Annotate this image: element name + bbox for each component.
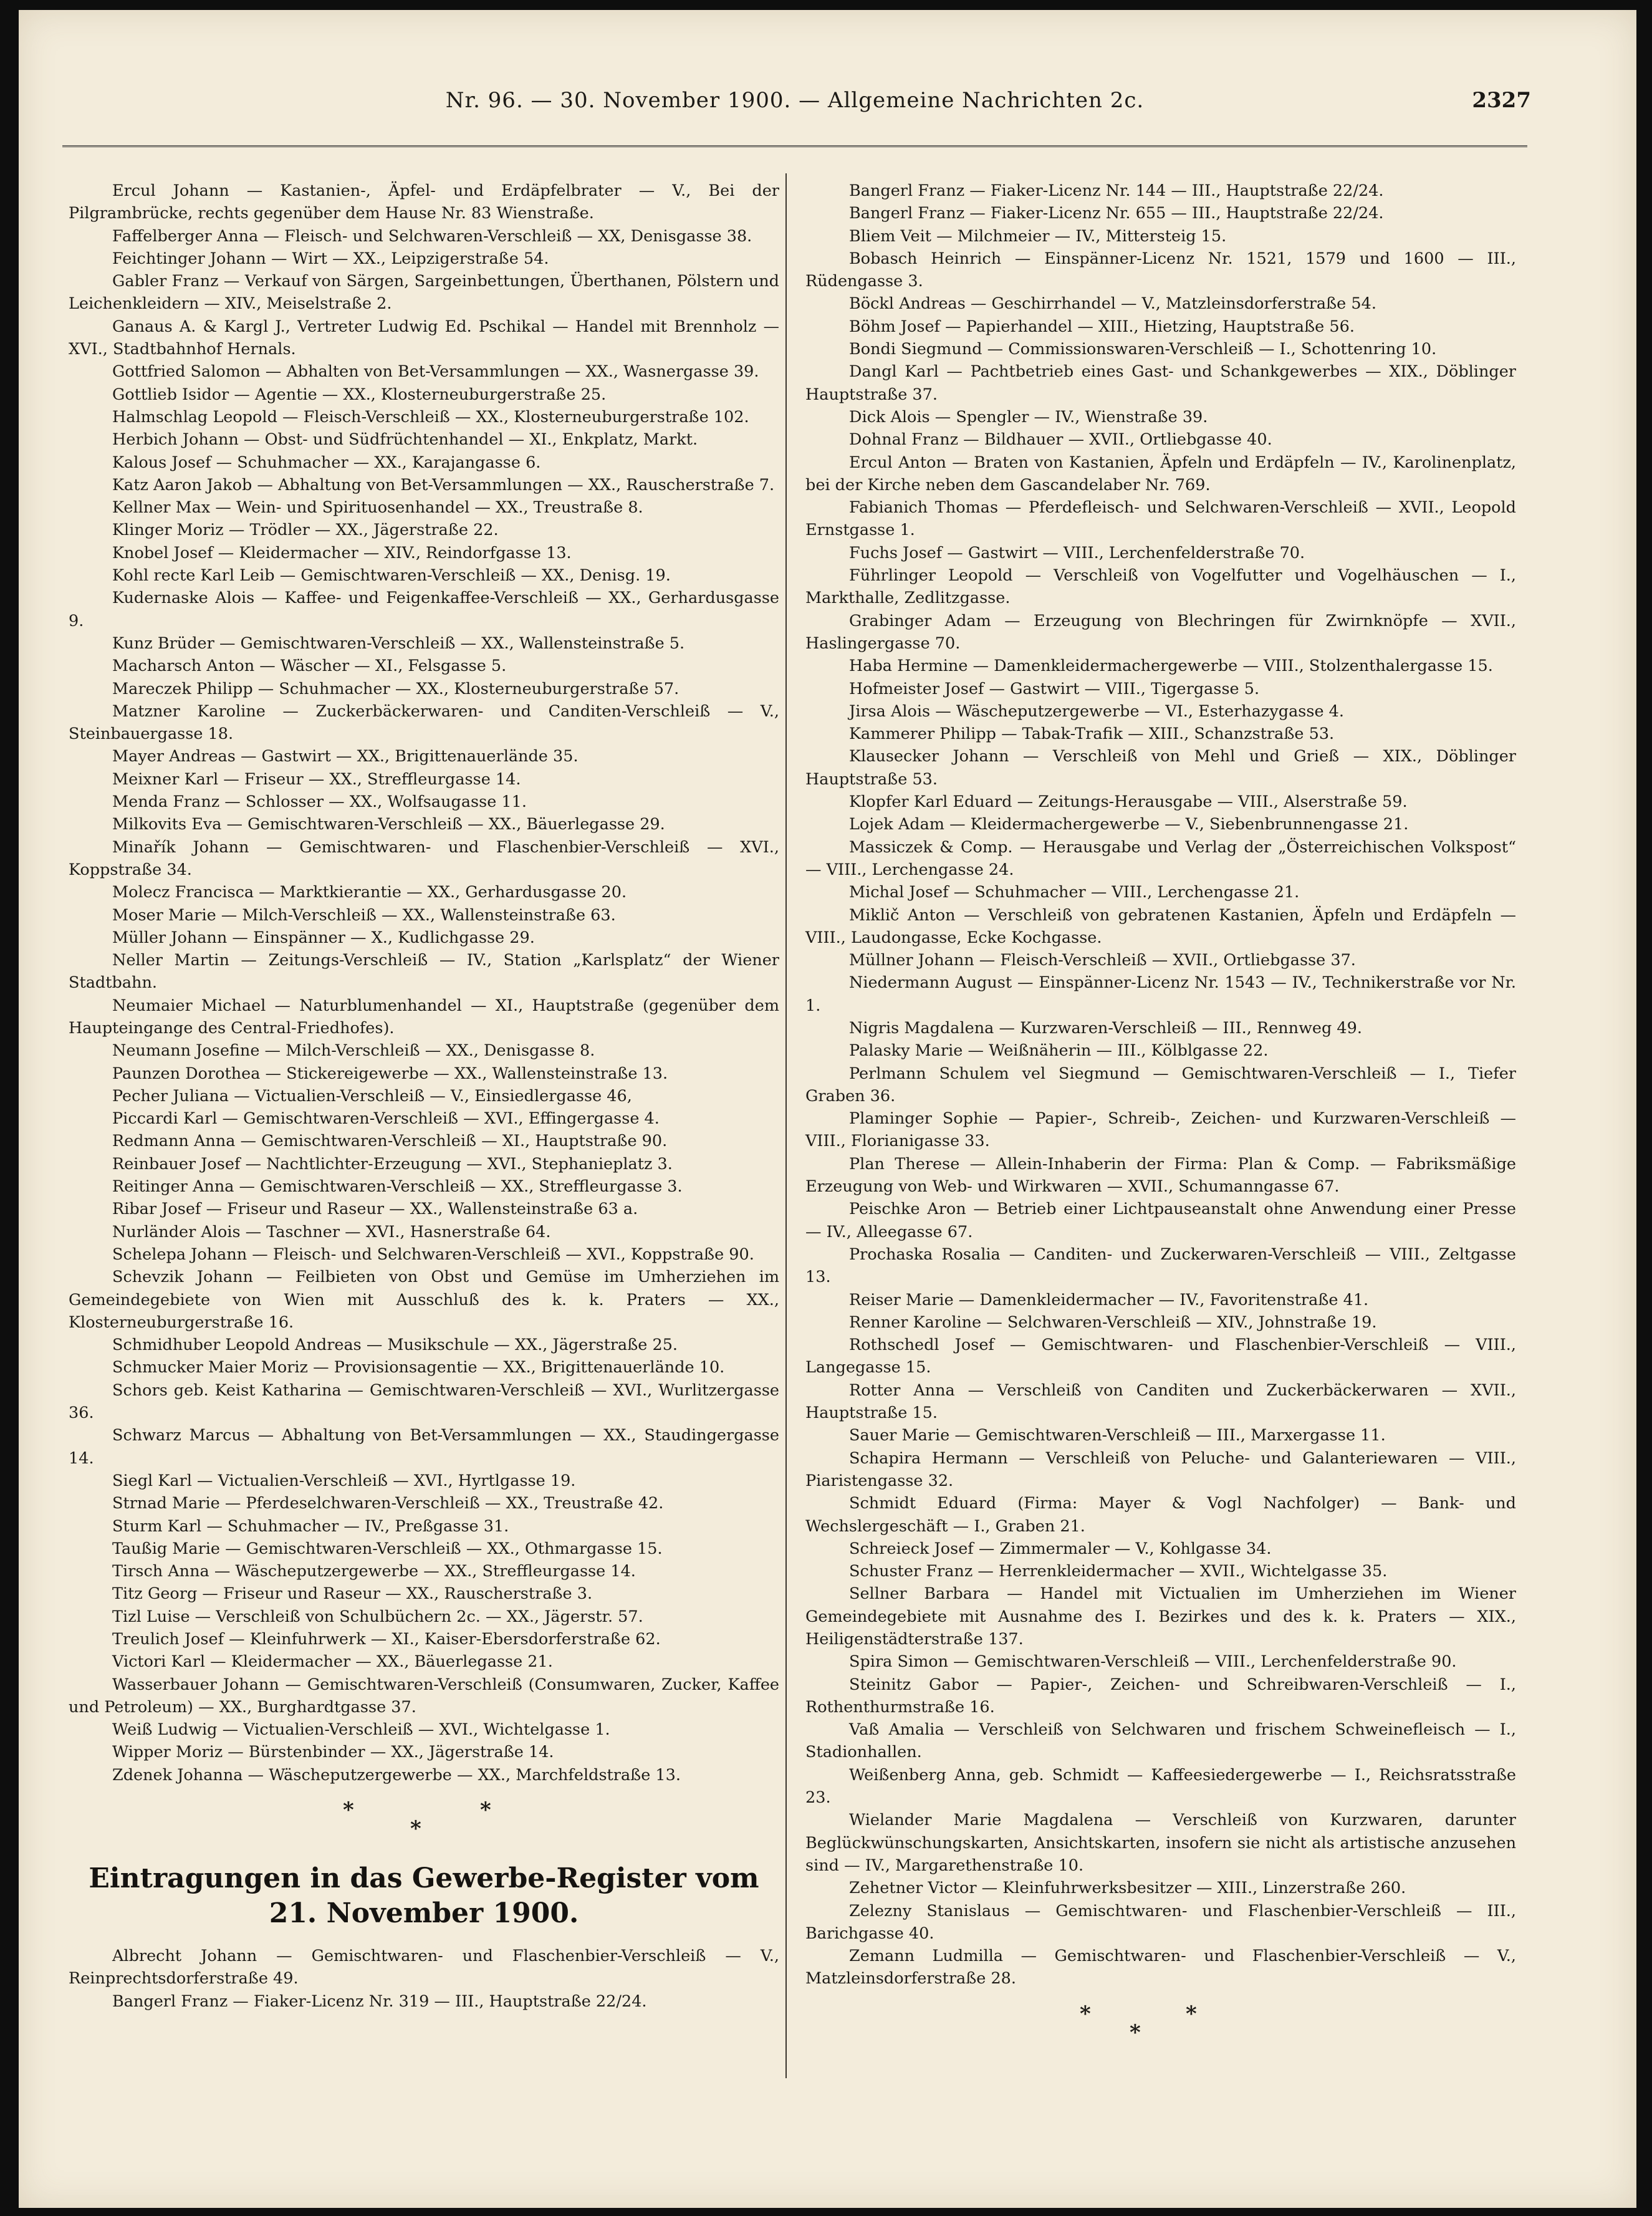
register-entry: Ribar Josef — Friseur und Raseur — XX., Wallensteinstraße 63 a. (112, 1200, 638, 1219)
section-stars (69, 1786, 779, 1855)
register-entry: Spira Simon — Gemischtwaren-Verschleiß — VIII., Lerchenfelderstraße 90. (849, 1652, 1457, 1672)
register-entry: Sturm Karl — Schuhmacher — IV., Preßgasse 31. (112, 1516, 509, 1536)
register-entry: Rotter Anna — Verschleiß von Canditen und Zuckerbäckerwaren — XVII., Hauptstraße 15. (805, 1380, 1516, 1423)
register-entry: Schuster Franz — Herrenkleidermacher — XVII., Wichtelgasse 35. (849, 1562, 1388, 1581)
register-entry: Gottfried Salomon — Abhalten von Bet-Versammlungen — XX., Wasnergasse 39. (112, 362, 759, 382)
register-entry: Ercul Johann — Kastanien-, Äpfel- und Erdäpfelbrater — V., Bei der Pilgrambrücke, rechts gegenüber dem Hause Nr. 83 Wienstraße. (69, 181, 779, 223)
column-divider (785, 173, 787, 2078)
register-entry: Zelezny Stanislaus — Gemischtwaren- und Flaschenbier-Verschleiß — III., Barichgasse 40. (805, 1901, 1516, 1943)
register-entry: Piccardi Karl — Gemischtwaren-Verschleiß — XVI., Effingergasse 4. (112, 1109, 660, 1129)
left-entry-list (69, 180, 779, 1786)
register-entry: Faffelberger Anna — Fleisch- und Selchwaren-Verschleiß — XX, Denisgasse 38. (112, 226, 752, 246)
register-entry: Schreieck Josef — Zimmermaler — V., Kohlgasse 34. (849, 1539, 1272, 1558)
register-entry: Kammerer Philipp — Tabak-Trafik — XIII., Schanzstraße 53. (849, 725, 1335, 744)
register-entry: Herbich Johann — Obst- und Südfrüchtenhandel — XI., Enkplatz, Markt. (112, 430, 698, 450)
register-entry: Treulich Josef — Kleinfuhrwerk — XI., Kaiser-Ebersdorferstraße 62. (112, 1630, 661, 1649)
register-entry: Klopfer Karl Eduard — Zeitungs-Herausgabe — VIII., Alserstraße 59. (849, 792, 1408, 812)
register-entry: Kunz Brüder — Gemischtwaren-Verschleiß — XX., Wallensteinstraße 5. (112, 633, 685, 653)
register-entry: Jirsa Alois — Wäscheputzergewerbe — VI., Esterhazygasse 4. (849, 701, 1344, 721)
register-entry: Dick Alois — Spengler — IV., Wienstraße 39. (849, 407, 1208, 426)
register-entry: Ercul Anton — Braten von Kastanien, Äpfeln und Erdäpfeln — IV., Karolinenplatz, bei der Kirche neben dem Gascandelaber Nr. 769. (805, 453, 1516, 494)
register-entry: Siegl Karl — Victualien-Verschleiß — XVI., Hyrtlgasse 19. (112, 1471, 576, 1490)
register-entry: Reitinger Anna — Gemischtwaren-Verschleiß — XX., Streffleurgasse 3. (112, 1177, 683, 1197)
register-entry: Müllner Johann — Fleisch-Verschleiß — XVII., Ortliebgasse 37. (849, 951, 1356, 970)
register-entry: Mayer Andreas — Gastwirt — XX., Brigittenauerlände 35. (112, 747, 579, 766)
register-entry: Ganaus A. & Kargl J., Vertreter Ludwig Ed. Pschikal — Handel mit Brennholz — XVI., Stadtbahnhof Hernals. (69, 317, 779, 359)
star-mark: * (480, 1798, 491, 1823)
right-column (805, 180, 1516, 2059)
star-mark: * (343, 1798, 354, 1823)
register-entry: Sauer Marie — Gemischtwaren-Verschleiß — III., Marxergasse 11. (849, 1426, 1386, 1445)
star-mark: * (1080, 2001, 1091, 2026)
register-entry: Weißenberg Anna, geb. Schmidt — Kaffeesiedergewerbe — I., Reichsratsstraße 23. (805, 1765, 1516, 1808)
register-entry: Schmidt Eduard (Firma: Mayer & Vogl Nachfolger) — Bank- und Wechslergeschäft — I., Graben 21. (805, 1494, 1516, 1536)
register-entry: Paunzen Dorothea — Stickereigewerbe — XX., Wallensteinstraße 13. (112, 1064, 668, 1083)
register-entry: Grabinger Adam — Erzeugung von Blechringen für Zwirnknöpfe — XVII., Haslingergasse 70. (805, 611, 1516, 653)
register-entry: Bangerl Franz — Fiaker-Licenz Nr. 319 — III., Hauptstraße 22/24. (112, 1992, 647, 2011)
register-entry: Schapira Hermann — Verschleiß von Peluche- und Galanteriewaren — VIII., Piaristengasse 32. (805, 1448, 1516, 1490)
register-entry: Bobasch Heinrich — Einspänner-Licenz Nr. 1521, 1579 und 1600 — III., Rüdengasse 3. (805, 249, 1516, 291)
register-entry: Schwarz Marcus — Abhaltung von Bet-Versammlungen — XX., Staudingergasse 14. (69, 1426, 779, 1468)
register-entry: Renner Karoline — Selchwaren-Verschleiß — XIV., Johnstraße 19. (849, 1313, 1377, 1332)
register-entry: Dohnal Franz — Bildhauer — XVII., Ortliebgasse 40. (849, 430, 1272, 450)
register-entry: Knobel Josef — Kleidermacher — XIV., Reindorfgasse 13. (112, 543, 572, 562)
register-entry: Böhm Josef — Papierhandel — XIII., Hietzing, Hauptstraße 56. (849, 317, 1355, 336)
register-entry: Reinbauer Josef — Nachtlichter-Erzeugung — XVI., Stephanieplatz 3. (112, 1154, 673, 1173)
register-entry: Zemann Ludmilla — Gemischtwaren- und Flaschenbier-Verschleiß — V., Matzleinsdorferstraße 28. (805, 1947, 1516, 1988)
register-entry: Matzner Karoline — Zuckerbäckerwaren- und Canditen-Verschleiß — V., Steinbauergasse 18. (69, 701, 779, 744)
register-entry: Niedermann August — Einspänner-Licenz Nr. 1543 — IV., Technikerstraße vor Nr. 1. (805, 973, 1516, 1015)
register-entry: Bliem Veit — Milchmeier — IV., Mittersteig 15. (849, 226, 1227, 246)
register-entry: Lojek Adam — Kleidermachergewerbe — V., Siebenbrunnengasse 21. (849, 815, 1409, 834)
left-entry-list-after (69, 1945, 779, 2013)
register-entry: Reiser Marie — Damenkleidermacher — IV., Favoritenstraße 41. (849, 1290, 1369, 1309)
right-stars (805, 1990, 1516, 2059)
newspaper-page (19, 10, 1636, 2208)
register-entry: Bangerl Franz — Fiaker-Licenz Nr. 655 — III., Hauptstraße 22/24. (849, 204, 1384, 223)
register-entry: Zdenek Johanna — Wäscheputzergewerbe — XX., Marchfeldstraße 13. (112, 1765, 681, 1785)
register-entry: Kellner Max — Wein- und Spirituosenhandel — XX., Treustraße 8. (112, 498, 643, 518)
register-entry: Gabler Franz — Verkauf von Särgen, Sargeinbettungen, Überthanen, Pölstern und Leichenkleidern — XIV., Meiselstraße 2. (69, 272, 779, 314)
register-entry: Sellner Barbara — Handel mit Victualien im Umherziehen im Wiener Gemeindegebiete mit Ausnahme des I. Bezirkes und des k. k. Praters — XIX., Heiligenstädterstraße 137. (805, 1584, 1516, 1649)
register-entry: Milkovits Eva — Gemischtwaren-Verschleiß — XX., Bäuerlegasse 29. (112, 815, 665, 834)
register-entry: Zehetner Victor — Kleinfuhrwerksbesitzer — XIII., Linzerstraße 260. (849, 1879, 1406, 1898)
register-entry: Perlmann Schulem vel Siegmund — Gemischtwaren-Verschleiß — I., Tiefer Graben 36. (805, 1064, 1516, 1106)
register-entry: Kudernaske Alois — Kaffee- und Feigenkaffee-Verschleiß — XX., Gerhardusgasse 9. (69, 589, 779, 630)
register-entry: Nurländer Alois — Taschner — XVI., Hasnerstraße 64. (112, 1222, 551, 1241)
register-entry: Palasky Marie — Weißnäherin — III., Kölblgasse 22. (849, 1041, 1269, 1061)
register-entry: Titz Georg — Friseur und Raseur — XX., Rauscherstraße 3. (112, 1584, 593, 1604)
register-entry: Taußig Marie — Gemischtwaren-Verschleiß — XX., Othmargasse 15. (112, 1539, 663, 1558)
section-heading: Eintragungen in das Gewerbe-Register vom 21. November 1900. (89, 1862, 759, 1930)
header-rule (62, 145, 1527, 147)
register-entry: Weiß Ludwig — Victualien-Verschleiß — XVI., Wichtelgasse 1. (112, 1720, 610, 1740)
register-entry: Schmidhuber Leopold Andreas — Musikschule — XX., Jägerstraße 25. (112, 1336, 678, 1355)
register-entry: Schevzik Johann — Feilbieten von Obst und Gemüse im Umherziehen im Gemeindegebiete von Wien mit Ausschluß des k. k. Praters — XX., Klosterneuburgerstraße 16. (69, 1268, 779, 1332)
register-entry: Schmucker Maier Moriz — Provisionsagentie — XX., Brigittenauerlände 10. (112, 1358, 725, 1377)
register-entry: Redmann Anna — Gemischtwaren-Verschleiß — XI., Hauptstraße 90. (112, 1132, 668, 1151)
register-entry: Macharsch Anton — Wäscher — XI., Felsgasse 5. (112, 657, 507, 676)
register-entry: Tirsch Anna — Wäscheputzergewerbe — XX., Streffleurgasse 14. (112, 1562, 636, 1581)
register-entry: Dangl Karl — Pachtbetrieb eines Gast- und Schankgewerbes — XIX., Döblinger Hauptstraße 37. (805, 362, 1516, 404)
register-entry: Rothschedl Josef — Gemischtwaren- und Flaschenbier-Verschleiß — VIII., Langegasse 15. (805, 1336, 1516, 1377)
register-entry: Neumaier Michael — Naturblumenhandel — XI., Hauptstraße (gegenüber dem Haupteingange des Central-Friedhofes). (69, 996, 779, 1038)
register-entry: Klinger Moriz — Trödler — XX., Jägerstraße 22. (112, 521, 499, 540)
register-entry: Bondi Siegmund — Commissionswaren-Verschleiß — I., Schottenring 10. (849, 340, 1437, 359)
page-title: Nr. 96. — 30. November 1900. — Allgemeine Nachrichten 2c. (445, 88, 1145, 113)
register-entry: Vaß Amalia — Verschleiß von Selchwaren und frischem Schweinefleisch — I., Stadionhallen. (805, 1720, 1516, 1762)
register-entry: Strnad Marie — Pferdeselchwaren-Verschleiß — XX., Treustraße 42. (112, 1494, 664, 1513)
star-mark: * (1130, 2020, 1141, 2045)
register-entry: Peischke Aron — Betrieb einer Lichtpauseanstalt ohne Anwendung einer Presse — IV., Alleegasse 67. (805, 1200, 1516, 1241)
register-entry: Meixner Karl — Friseur — XX., Streffleurgasse 14. (112, 769, 521, 789)
register-entry: Feichtinger Johann — Wirt — XX., Leipzigerstraße 54. (112, 249, 549, 268)
register-entry: Neumann Josefine — Milch-Verschleiß — XX., Denisgasse 8. (112, 1041, 595, 1061)
page-header (62, 88, 1531, 132)
register-entry: Bangerl Franz — Fiaker-Licenz Nr. 144 — III., Hauptstraße 22/24. (849, 181, 1384, 200)
left-column (69, 180, 779, 2013)
register-entry: Führlinger Leopold — Verschleiß von Vogelfutter und Vogelhäuschen — I., Markthalle, Zedlitzgasse. (805, 566, 1516, 608)
register-entry: Kohl recte Karl Leib — Gemischtwaren-Verschleiß — XX., Denisg. 19. (112, 566, 671, 585)
register-entry: Fabianich Thomas — Pferdefleisch- und Selchwaren-Verschleiß — XVII., Leopold Ernstgasse 1. (805, 498, 1516, 540)
register-entry: Schors geb. Keist Katharina — Gemischtwaren-Verschleiß — XVI., Wurlitzergasse 36. (69, 1380, 779, 1423)
star-mark: * (1186, 2001, 1197, 2026)
star-mark: * (410, 1816, 421, 1842)
register-entry: Wielander Marie Magdalena — Verschleiß von Kurzwaren, darunter Beglückwünschungskarten, Ansichtskarten, insofern sie nicht als artistische anzusehen sind — IV., Margarethenstraße 10. (805, 1811, 1516, 1875)
register-entry: Neller Martin — Zeitungs-Verschleiß — IV., Station „Karlsplatz“ der Wiener Stadtbahn. (69, 951, 779, 993)
register-entry: Katz Aaron Jakob — Abhaltung von Bet-Versammlungen — XX., Rauscherstraße 7. (112, 475, 775, 494)
register-entry: Schelepa Johann — Fleisch- und Selchwaren-Verschleiß — XVI., Koppstraße 90. (112, 1245, 754, 1264)
register-entry: Wasserbauer Johann — Gemischtwaren-Verschleiß (Consumwaren, Zucker, Kaffee und Petroleum) — XX., Burghardtgasse 37. (69, 1675, 779, 1717)
register-entry: Michal Josef — Schuhmacher — VIII., Lerchengasse 21. (849, 883, 1300, 902)
register-entry: Mareczek Philipp — Schuhmacher — XX., Klosterneuburgerstraße 57. (112, 679, 680, 698)
register-entry: Nigris Magdalena — Kurzwaren-Verschleiß — III., Rennweg 49. (849, 1018, 1362, 1038)
register-entry: Kalous Josef — Schuhmacher — XX., Karajangasse 6. (112, 453, 541, 472)
register-entry: Albrecht Johann — Gemischtwaren- und Flaschenbier-Verschleiß — V., Reinprechtsdorferstraße 49. (69, 1947, 779, 1988)
register-entry: Fuchs Josef — Gastwirt — VIII., Lerchenfelderstraße 70. (849, 543, 1305, 562)
right-entry-list (805, 180, 1516, 1990)
register-entry: Müller Johann — Einspänner — X., Kudlichgasse 29. (112, 928, 535, 947)
register-entry: Plaminger Sophie — Papier-, Schreib-, Zeichen- und Kurzwaren-Verschleiß — VIII., Florianigasse 33. (805, 1109, 1516, 1151)
register-entry: Tizl Luise — Verschleiß von Schulbüchern 2c. — XX., Jägerstr. 57. (112, 1607, 643, 1626)
register-entry: Menda Franz — Schlosser — XX., Wolfsaugasse 11. (112, 792, 527, 812)
register-entry: Böckl Andreas — Geschirrhandel — V., Matzleinsdorferstraße 54. (849, 294, 1376, 314)
register-entry: Gottlieb Isidor — Agentie — XX., Klosterneuburgerstraße 25. (112, 385, 607, 404)
register-entry: Hofmeister Josef — Gastwirt — VIII., Tigergasse 5. (849, 679, 1260, 698)
register-entry: Steinitz Gabor — Papier-, Zeichen- und Schreibwaren-Verschleiß — I., Rothenthurmstraße 16. (805, 1675, 1516, 1717)
page-number: 2327 (1472, 88, 1531, 113)
register-entry: Moser Marie — Milch-Verschleiß — XX., Wallensteinstraße 63. (112, 905, 616, 925)
register-entry: Halmschlag Leopold — Fleisch-Verschleiß — XX., Klosterneuburgerstraße 102. (112, 407, 749, 426)
register-entry: Haba Hermine — Damenkleidermachergewerbe — VIII., Stolzenthalergasse 15. (849, 657, 1493, 676)
register-entry: Wipper Moriz — Bürstenbinder — XX., Jägerstraße 14. (112, 1743, 554, 1762)
register-entry: Minařík Johann — Gemischtwaren- und Flaschenbier-Verschleiß — XVI., Koppstraße 34. (69, 837, 779, 879)
register-entry: Klausecker Johann — Verschleiß von Mehl und Grieß — XIX., Döblinger Hauptstraße 53. (805, 747, 1516, 789)
register-entry: Victori Karl — Kleidermacher — XX., Bäuerlegasse 21. (112, 1652, 553, 1672)
register-entry: Pecher Juliana — Victualien-Verschleiß — V., Einsiedlergasse 46, (112, 1086, 632, 1106)
register-entry: Plan Therese — Allein-Inhaberin der Firma: Plan & Comp. — Fabriksmäßige Erzeugung von Web- und Wirkwaren — XVII., Schumanngasse 67. (805, 1154, 1516, 1197)
register-entry: Massiczek & Comp. — Herausgabe und Verlag der „Österreichischen Volkspost“ — VIII., Lerchengasse 24. (805, 837, 1516, 879)
register-entry: Miklič Anton — Verschleiß von gebratenen Kastanien, Äpfeln und Erdäpfeln — VIII., Laudongasse, Ecke Kochgasse. (805, 905, 1516, 947)
register-entry: Molecz Francisca — Marktkierantie — XX., Gerhardusgasse 20. (112, 883, 627, 902)
register-entry: Prochaska Rosalia — Canditen- und Zuckerwaren-Verschleiß — VIII., Zeltgasse 13. (805, 1245, 1516, 1287)
